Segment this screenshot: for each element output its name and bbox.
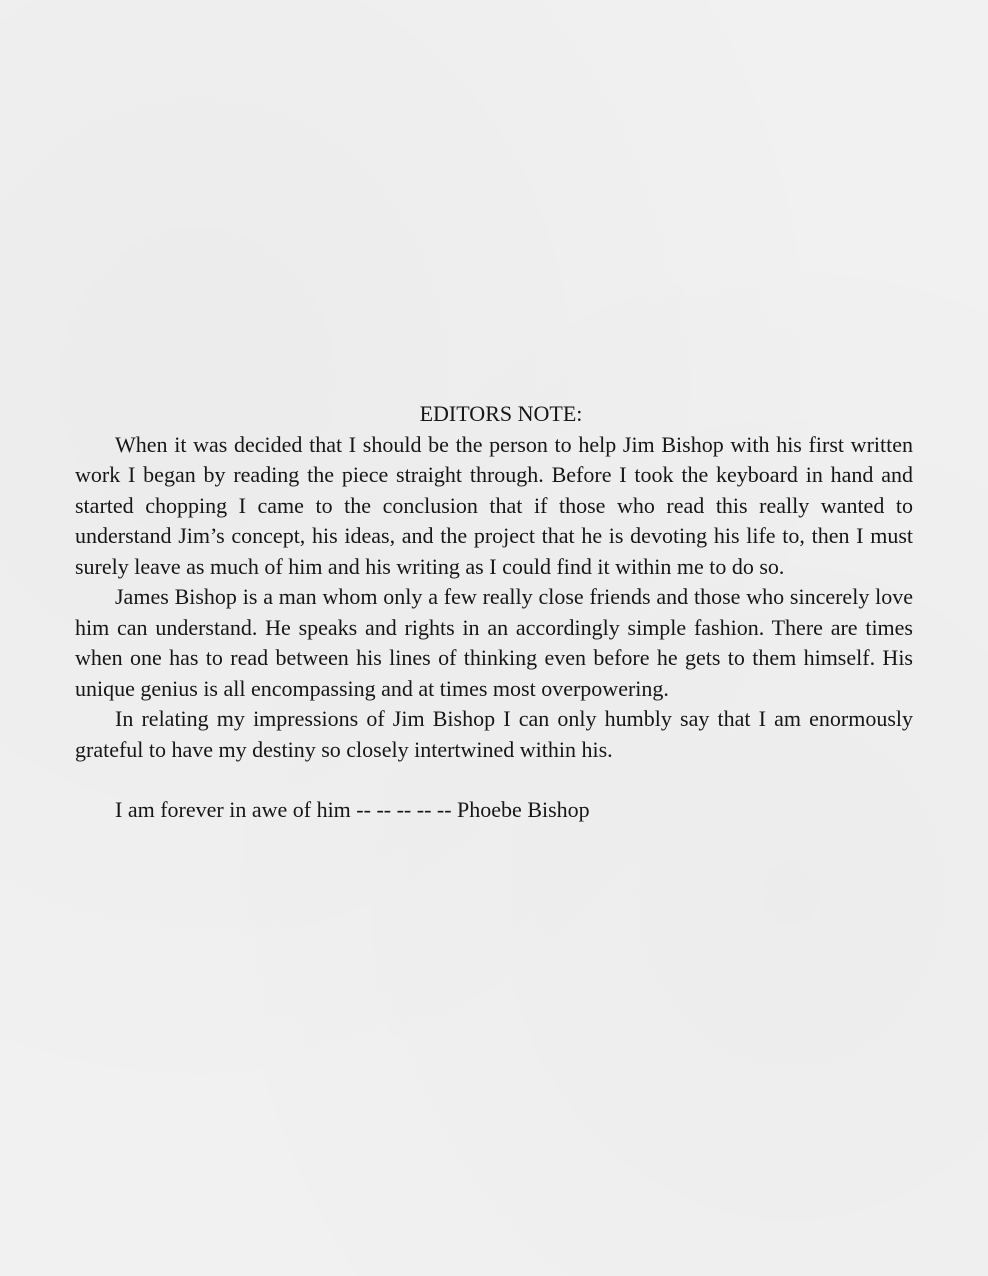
editors-note (75, 399, 913, 826)
paragraph-2: James Bishop is a man whom only a few really close friends and those who sincerely love him can understand. He speaks and rights in an accordingly simple fashion. There are times when one has to read between his lines of thinking even before he gets to them himself. His unique genius is all encompassing and at times most overpowering. (75, 584, 913, 701)
note-heading: EDITORS NOTE: (419, 401, 583, 426)
signoff-line: I am forever in awe of him -- -- -- -- -- Phoebe Bishop (115, 797, 590, 822)
paragraph-1: When it was decided that I should be the person to help Jim Bishop with his first written work I began by reading the piece straight through. Before I took the keyboard in hand and started chopping I came to the conclusion that if those who read this really wanted to understand Jim’s concept, his ideas, and the project that he is devoting his life to, then I must surely leave as much of him and his writing as I could find it within me to do so. (75, 431, 913, 579)
paragraph-3: In relating my impressions of Jim Bishop I can only humbly say that I am enormously grateful to have my destiny so closely intertwined within his. (75, 706, 913, 762)
